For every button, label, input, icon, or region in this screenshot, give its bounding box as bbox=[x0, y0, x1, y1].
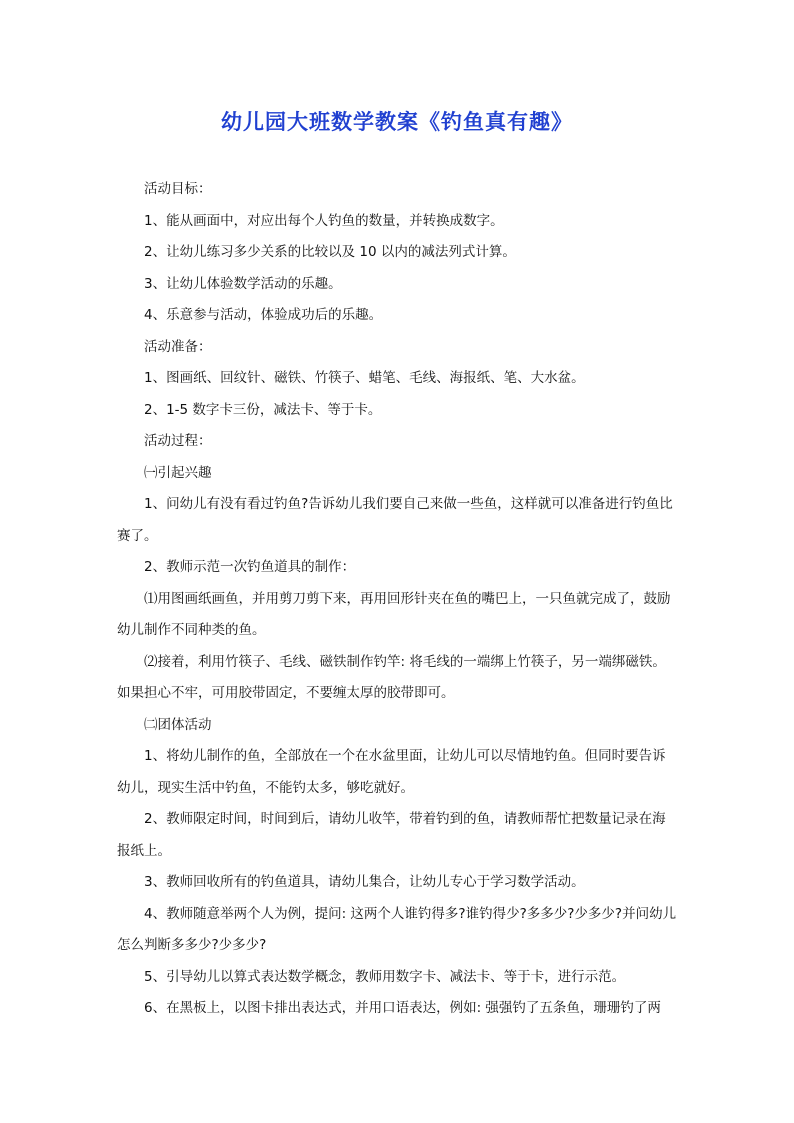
paragraph: 3、让幼儿体验数学活动的乐趣。 bbox=[144, 275, 342, 292]
paragraph: 2、让幼儿练习多少关系的比较以及 10 以内的减法列式计算。 bbox=[144, 244, 516, 260]
paragraph: 3、教师回收所有的钓鱼道具，请幼儿集合，让幼儿专心于学习数学活动。 bbox=[144, 874, 585, 890]
paragraph: 4、教师随意举两个人为例，提问: 这两个人谁钓得多?谁钓得少?多多少?少多少?并问幼儿怎么判断多多少?少多少? bbox=[117, 905, 677, 953]
paragraph: 1、问幼儿有没有看过钓鱼?告诉幼儿我们要自己来做一些鱼，这样就可以准备进行钓鱼比赛了。 bbox=[117, 496, 673, 544]
paragraph: 4、乐意参与活动，体验成功后的乐趣。 bbox=[144, 307, 383, 323]
paragraph: 5、引导幼儿以算式表达数学概念，教师用数字卡、减法卡、等于卡，进行示范。 bbox=[144, 968, 626, 985]
paragraph: ⑵接着，利用竹筷子、毛线、磁铁制作钓竿: 将毛线的一端绑上竹筷子，另一端绑磁铁。如果担心不牢，可用胶带固定，不要缠太厚的胶带即可。 bbox=[117, 653, 666, 701]
document-title: 幼儿园大班数学教案《钓鱼真有趣》 bbox=[221, 109, 573, 134]
paragraph-process-heading: 活动过程： bbox=[144, 433, 212, 449]
paragraph: 1、能从画面中，对应出每个人钓鱼的数量，并转换成数字。 bbox=[144, 212, 504, 229]
paragraph: 2、教师示范一次钓鱼道具的制作： bbox=[144, 559, 356, 575]
paragraph: 2、1-5 数字卡三份，减法卡、等于卡。 bbox=[144, 401, 382, 418]
document-body bbox=[117, 174, 679, 1025]
paragraph-goals-heading: 活动目标： bbox=[144, 181, 212, 197]
paragraph: 2、教师限定时间，时间到后，请幼儿收竿，带着钓到的鱼，请教师帮忙把数量记录在海报纸上。 bbox=[117, 811, 666, 859]
paragraph: 6、在黑板上，以图卡排出表达式，并用口语表达，例如: 强强钓了五条鱼，珊珊钓了两 bbox=[144, 1000, 661, 1016]
paragraph: ⑴用图画纸画鱼，并用剪刀剪下来，再用回形针夹在鱼的嘴巴上，一只鱼就完成了，鼓励幼儿制作不同种类的鱼。 bbox=[117, 590, 671, 638]
paragraph-section-heading: ㈡团体活动 bbox=[144, 716, 212, 733]
paragraph: 1、图画纸、回纹针、磁铁、竹筷子、蜡笔、毛线、海报纸、笔、大水盆。 bbox=[144, 370, 585, 386]
paragraph-section-heading: ㈠引起兴趣 bbox=[144, 464, 212, 481]
paragraph-preparation-heading: 活动准备： bbox=[144, 338, 212, 355]
paragraph: 1、将幼儿制作的鱼，全部放在一个在水盆里面，让幼儿可以尽情地钓鱼。但同时要告诉幼儿，现实生活中钓鱼，不能钓太多，够吃就好。 bbox=[117, 748, 666, 796]
